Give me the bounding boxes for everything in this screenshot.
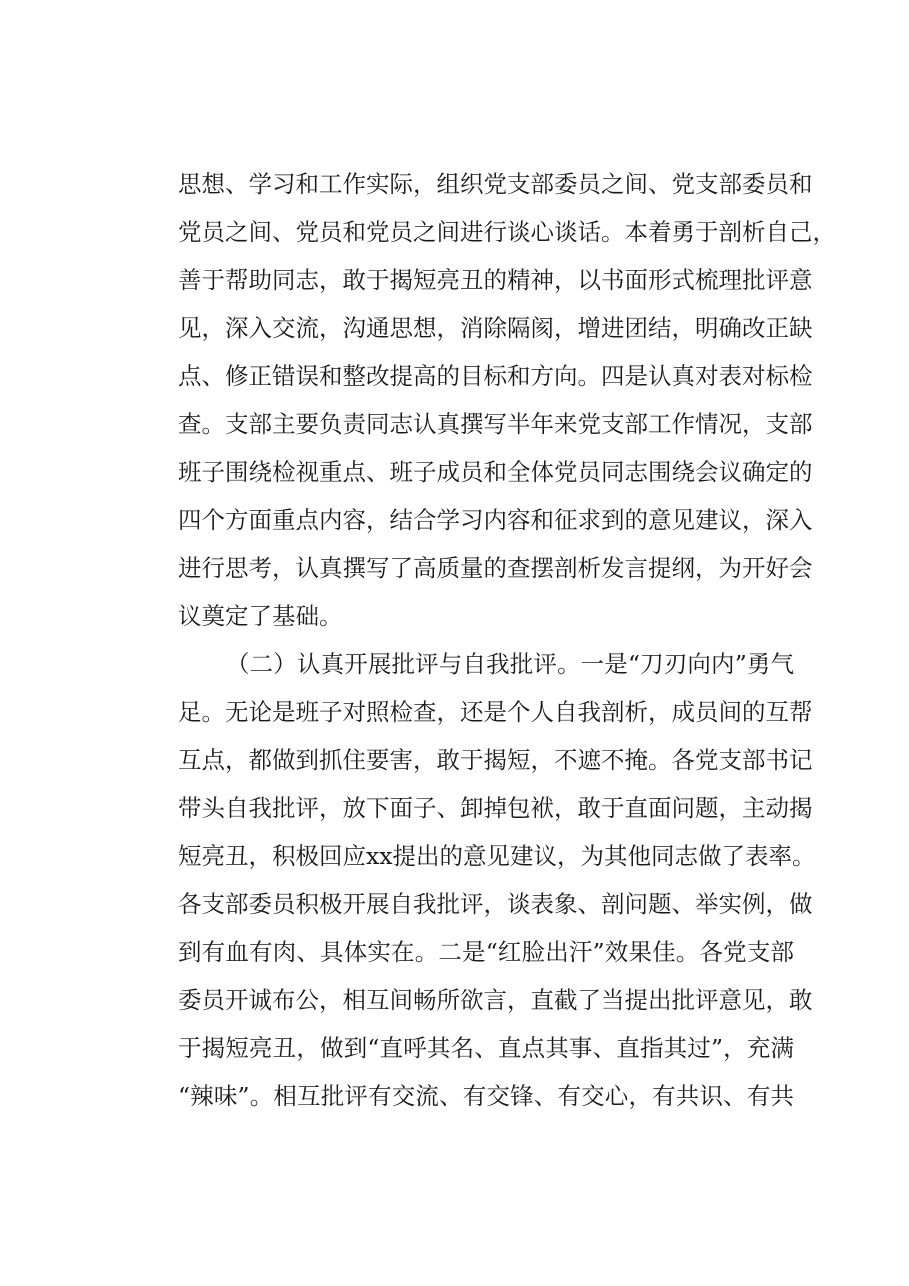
paragraph-line: 党员之间、党员和党员之间进行谈心谈话。本着勇于剖析自己， bbox=[178, 218, 836, 246]
paragraph-line: 四个方面重点内容，结合学习内容和征求到的意见建议，深入 bbox=[178, 506, 813, 534]
paragraph-line: 查。支部主要负责同志认真撰写半年来党支部工作情况，支部 bbox=[178, 410, 813, 438]
paragraph-line: 点、修正错误和整改提高的目标和方向。四是认真对表对标检 bbox=[178, 362, 813, 390]
paragraph-line: 各支部委员积极开展自我批评，谈表象、剖问题、举实例，做 bbox=[178, 890, 813, 918]
paragraph-line: 委员开诚布公，相互间畅所欲言，直截了当提出批评意见，敢 bbox=[178, 986, 813, 1014]
paragraph-line: 思想、学习和工作实际，组织党支部委员之间、党支部委员和 bbox=[178, 170, 813, 198]
paragraph-line: 短亮丑，积极回应xx提出的意见建议，为其他同志做了表率。 bbox=[178, 842, 816, 870]
paragraph-line: 班子围绕检视重点、班子成员和全体党员同志围绕会议确定的 bbox=[178, 458, 813, 486]
paragraph-line: 议奠定了基础。 bbox=[178, 602, 343, 630]
paragraph-line: 进行思考，认真撰写了高质量的查摆剖析发言提纲，为开好会 bbox=[178, 554, 813, 582]
paragraph-line: 带头自我批评，放下面子、卸掉包袱，敢于直面问题，主动揭 bbox=[178, 794, 813, 822]
paragraph-line: 互点，都做到抓住要害，敢于揭短，不遮不掩。各党支部书记 bbox=[178, 746, 813, 774]
paragraph-line: 善于帮助同志，敢于揭短亮丑的精神，以书面形式梳理批评意 bbox=[178, 266, 813, 294]
paragraph-heading-line: （二）认真开展批评与自我批评。一是“刀刃向内”勇气 bbox=[226, 650, 794, 678]
paragraph-line: “辣味”。相互批评有交流、有交锋、有交心，有共识、有共 bbox=[178, 1082, 794, 1110]
paragraph-line: 于揭短亮丑，做到“直呼其名、直点其事、直指其过”，充满 bbox=[178, 1034, 794, 1062]
paragraph-line: 到有血有肉、具体实在。二是“红脸出汗”效果佳。各党支部 bbox=[178, 938, 794, 966]
paragraph-line: 足。无论是班子对照检查，还是个人自我剖析，成员间的互帮 bbox=[178, 698, 813, 726]
paragraph-line: 见，深入交流，沟通思想，消除隔阂，增进团结，明确改正缺 bbox=[178, 314, 813, 342]
